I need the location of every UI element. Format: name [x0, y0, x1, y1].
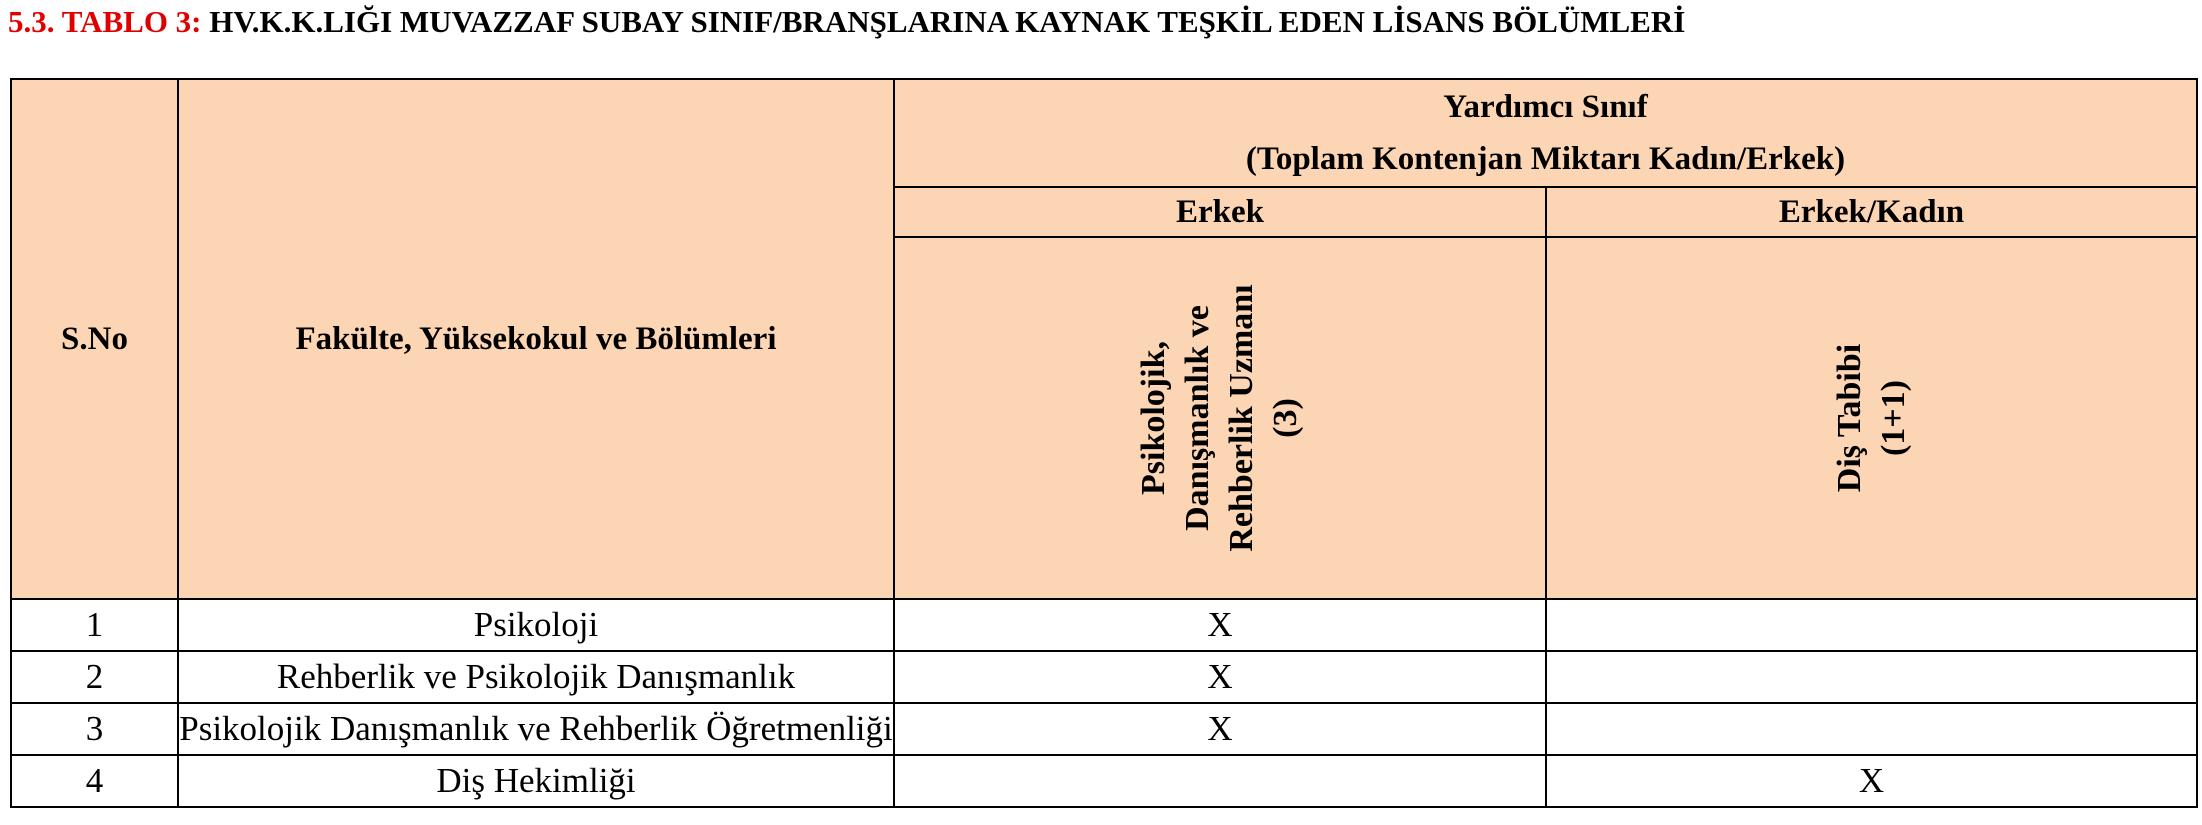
row-mark-branch-2 [1546, 703, 2197, 755]
table-row [11, 651, 2197, 703]
title-number: 5.3. [8, 4, 55, 39]
header-branch-1-label: Psikolojik, Danışmanlık ve Rehberlik Uzmanı (3) [1135, 284, 1304, 552]
branch-table [10, 78, 2198, 808]
table-row [11, 599, 2197, 651]
header-branch-1 [894, 237, 1546, 599]
header-sno-label: S.No [61, 320, 128, 357]
row-number: 3 [11, 703, 178, 755]
row-number: 4 [11, 755, 178, 807]
header-branch-2-label: Diş Tabibi (1+1) [1830, 343, 1912, 493]
header-group-line1: Yardımcı Sınıf [1443, 89, 1648, 125]
header-group-line2: (Toplam Kontenjan Miktarı Kadın/Erkek) [1245, 141, 1846, 177]
row-number: 1 [11, 599, 178, 651]
row-mark-branch-2: X [1546, 755, 2197, 807]
row-mark-branch-1: X [894, 703, 1546, 755]
table-row [11, 755, 2197, 807]
row-mark-branch-1 [894, 755, 1546, 807]
row-mark-branch-1: X [894, 599, 1546, 651]
header-gender-1: Erkek [894, 187, 1546, 237]
row-name: Diş Hekimliği [178, 755, 894, 807]
row-mark-branch-1: X [894, 651, 1546, 703]
title-text: HV.K.K.LIĞI MUVAZZAF SUBAY SINIF/BRANŞLARINA KAYNAK TEŞKİL EDEN LİSANS BÖLÜMLERİ [209, 4, 1686, 39]
header-group [894, 79, 2197, 187]
header-branch-2 [1546, 237, 2197, 599]
header-faculty [178, 79, 894, 599]
row-mark-branch-2 [1546, 599, 2197, 651]
row-number: 2 [11, 651, 178, 703]
table-row [11, 703, 2197, 755]
header-gender-2: Erkek/Kadın [1546, 187, 2197, 237]
row-name: Psikoloji [178, 599, 894, 651]
title-label: TABLO 3: [61, 4, 202, 39]
row-name: Psikolojik Danışmanlık ve Rehberlik Öğretmenliği [178, 703, 894, 755]
page-title [8, 2, 1685, 42]
header-faculty-label: Fakülte, Yüksekokul ve Bölümleri [295, 320, 777, 357]
header-sno [11, 79, 178, 599]
row-name: Rehberlik ve Psikolojik Danışmanlık [178, 651, 894, 703]
row-mark-branch-2 [1546, 651, 2197, 703]
